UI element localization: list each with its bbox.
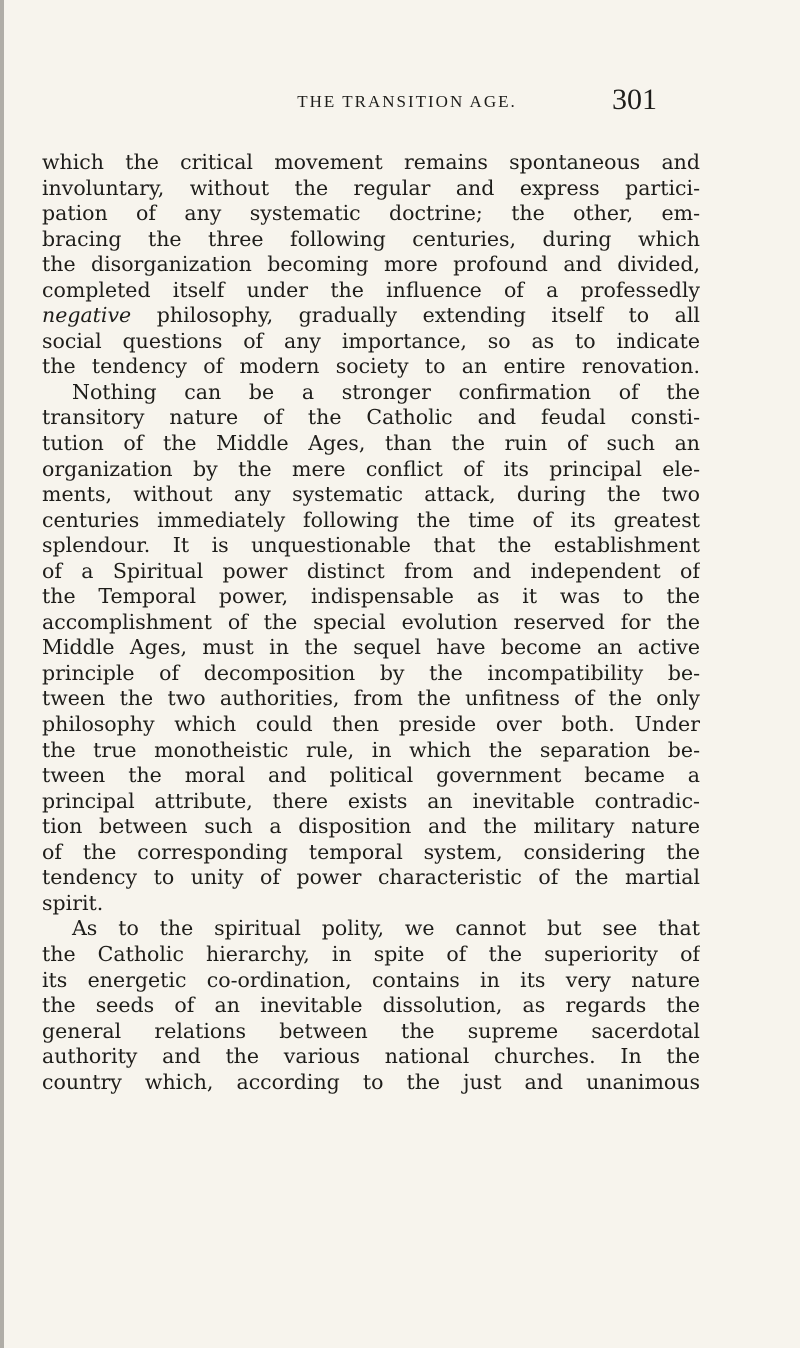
text-line-rest: philosophy, gradually extending itself to all xyxy=(156,303,700,328)
page-gutter-edge xyxy=(0,0,4,1348)
text-line: Middle Ages, must in the sequel have become an active xyxy=(42,635,700,660)
text-line: tendency to unity of power characteristic of the martial xyxy=(42,865,700,890)
text-line: of the corresponding temporal system, considering the xyxy=(42,839,700,864)
text-line: principal attribute, there exists an inevitable contradic- xyxy=(42,788,700,813)
text-line: of a Spiritual power distinct from and independent of xyxy=(42,558,700,583)
text-line: authority and the various national churches. In the xyxy=(42,1044,700,1069)
page-number: 301 xyxy=(612,83,657,116)
text-line: country which, according to the just and unanimous xyxy=(42,1069,700,1094)
text-line: centuries immediately following the time of its greatest xyxy=(42,507,700,532)
running-title: THE TRANSITION AGE. xyxy=(297,92,517,111)
body-text xyxy=(42,150,700,1095)
text-line: accomplishment of the special evolution reserved for the xyxy=(42,609,700,634)
emphasis-negative: negative xyxy=(42,303,132,328)
text-line: tion between such a disposition and the military nature xyxy=(42,814,700,839)
text-line: the tendency of modern society to an entire renovation. xyxy=(42,354,700,379)
text-line: ments, without any systematic attack, during the two xyxy=(42,482,700,507)
text-line: the Temporal power, indispensable as it was to the xyxy=(42,584,700,609)
text-line: bracing the three following centuries, during which xyxy=(42,226,700,251)
text-line: transitory nature of the Catholic and feudal consti- xyxy=(42,405,700,430)
paragraph-end-line: spirit. xyxy=(42,890,104,915)
text-line: completed itself under the influence of a professedly xyxy=(42,277,700,302)
text-line: philosophy which could then preside over both. Under xyxy=(42,712,700,737)
text-line: principle of decomposition by the incompatibility be- xyxy=(42,660,700,685)
text-line xyxy=(42,303,700,329)
text-line: tution of the Middle Ages, than the ruin of such an xyxy=(42,431,700,456)
text-line: general relations between the supreme sacerdotal xyxy=(42,1018,700,1043)
text-line: the true monotheistic rule, in which the separation be- xyxy=(42,737,700,762)
text-line: organization by the mere conflict of its principal ele- xyxy=(42,456,700,481)
text-line: social questions of any importance, so as to indicate xyxy=(42,328,700,353)
text-line: pation of any systematic doctrine; the other, em- xyxy=(42,201,700,226)
paragraph-start-line: Nothing can be a stronger confirmation of the xyxy=(72,379,700,404)
text-line: splendour. It is unquestionable that the establishment xyxy=(42,533,700,558)
text-line: tween the moral and political government became a xyxy=(42,763,700,788)
text-line: the seeds of an inevitable dissolution, as regards the xyxy=(42,993,700,1018)
text-line: which the critical movement remains spontaneous and xyxy=(42,150,700,174)
text-line: its energetic co-ordination, contains in its very nature xyxy=(42,967,700,992)
text-line: involuntary, without the regular and express partici- xyxy=(42,175,700,200)
text-line: tween the two authorities, from the unfitness of the only xyxy=(42,686,700,711)
text-line: the disorganization becoming more profound and divided, xyxy=(42,252,700,277)
paragraph-start-line: As to the spiritual polity, we cannot but see that xyxy=(72,916,700,941)
text-line: the Catholic hierarchy, in spite of the superiority of xyxy=(42,941,700,966)
